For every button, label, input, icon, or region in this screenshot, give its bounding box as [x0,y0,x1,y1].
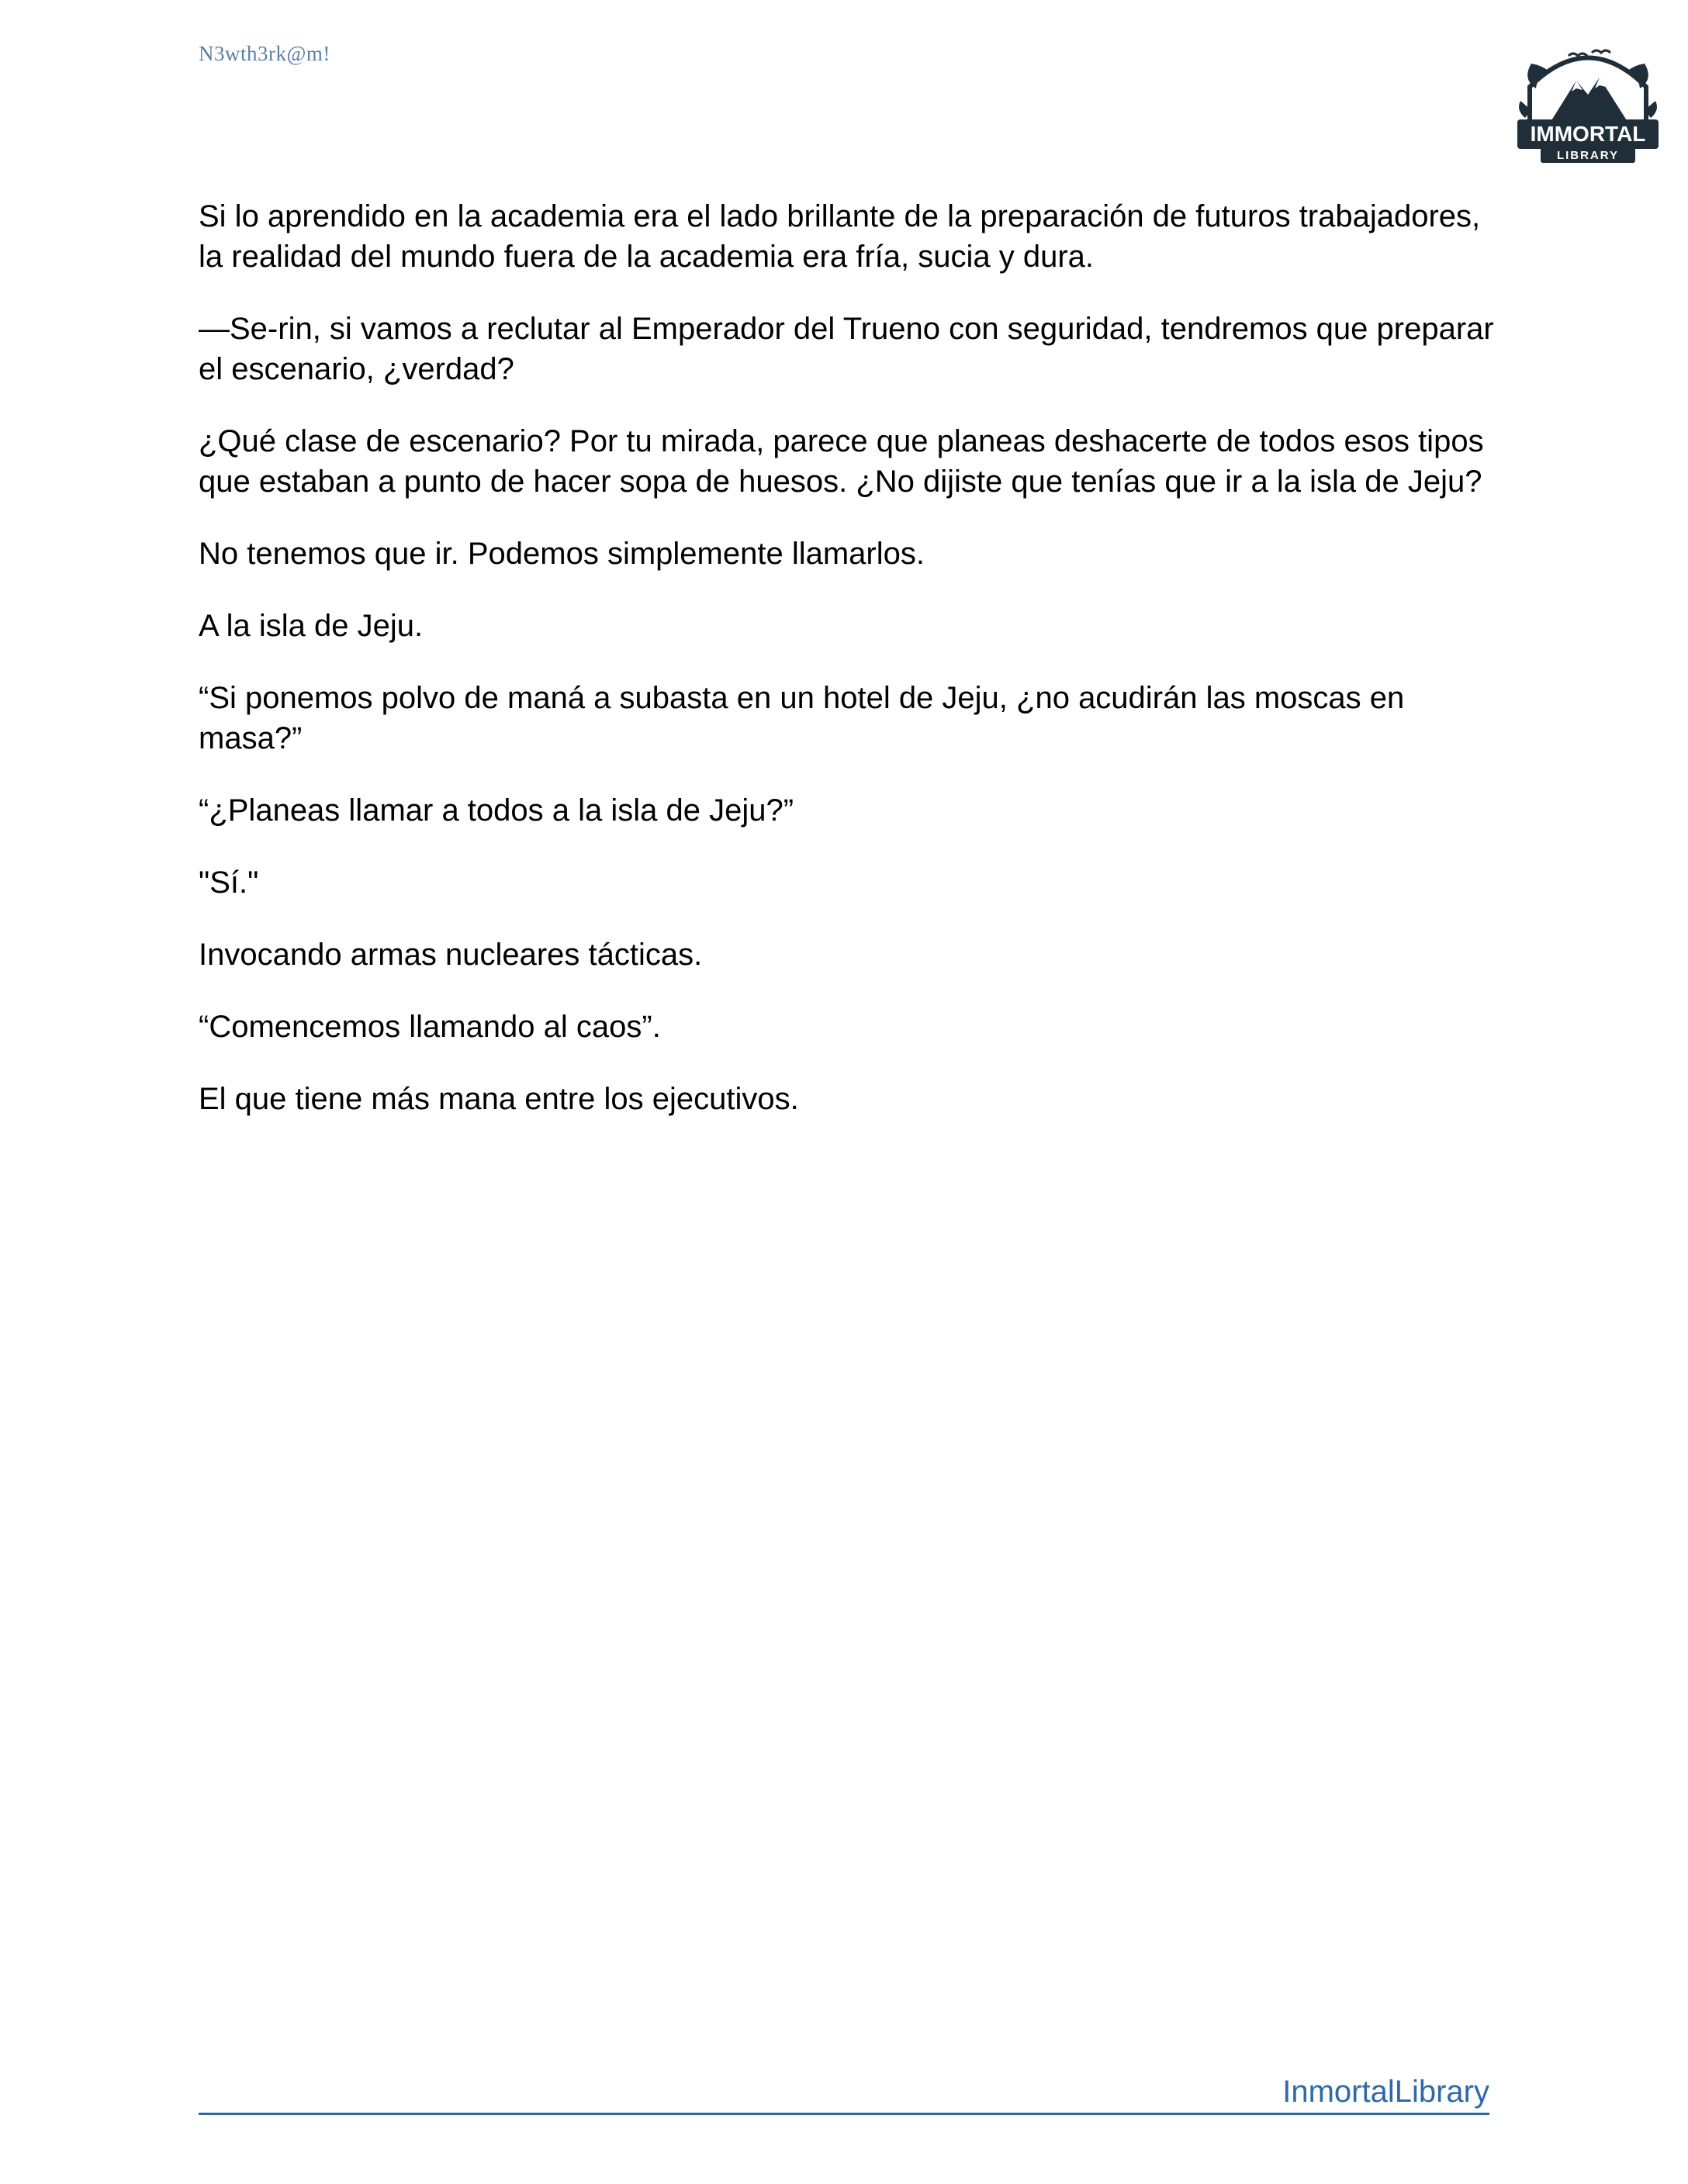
paragraph: Invocando armas nucleares tácticas. [199,938,703,972]
paragraph: El que tiene más mana entre los ejecutivos. [199,1082,799,1116]
logo-line2: LIBRARY [1556,149,1620,162]
paragraph: ¿Qué clase de escenario? Por tu mirada, parece que planeas deshacerte de todos esos tipos que estaban a punto de hacer sopa de huesos. ¿No dijiste que tenías que ir a la isla de Jeju? [199,424,1484,499]
header-watermark: N3wth3rk@m! [199,42,330,65]
paragraph: —Se-rin, si vamos a reclutar al Emperador del Trueno con seguridad, tendremos que preparar el escenario, ¿verdad? [199,312,1494,386]
paragraph: No tenemos que ir. Podemos simplemente llamarlos. [199,537,925,571]
paragraph: “¿Planeas llamar a todos a la isla de Jeju?” [199,793,794,828]
paragraph: Si lo aprendido en la academia era el lado brillante de la preparación de futuros trabajadores, la realidad del mundo fuera de la academia era fría, sucia y dura. [199,199,1481,274]
document-body [199,196,1502,1151]
paragraph: “Si ponemos polvo de maná a subasta en un hotel de Jeju, ¿no acudirán las moscas en masa?” [199,681,1405,755]
logo-line1: IMMORTAL [1530,122,1646,146]
paragraph: A la isla de Jeju. [199,609,424,643]
paragraph: “Comencemos llamando al caos”. [199,1010,661,1044]
footer-rule [199,2066,1489,2115]
paragraph: "Sí." [199,866,259,900]
immortal-library-logo [1514,33,1662,164]
footer-link[interactable]: InmortalLibrary [1282,2075,1489,2109]
